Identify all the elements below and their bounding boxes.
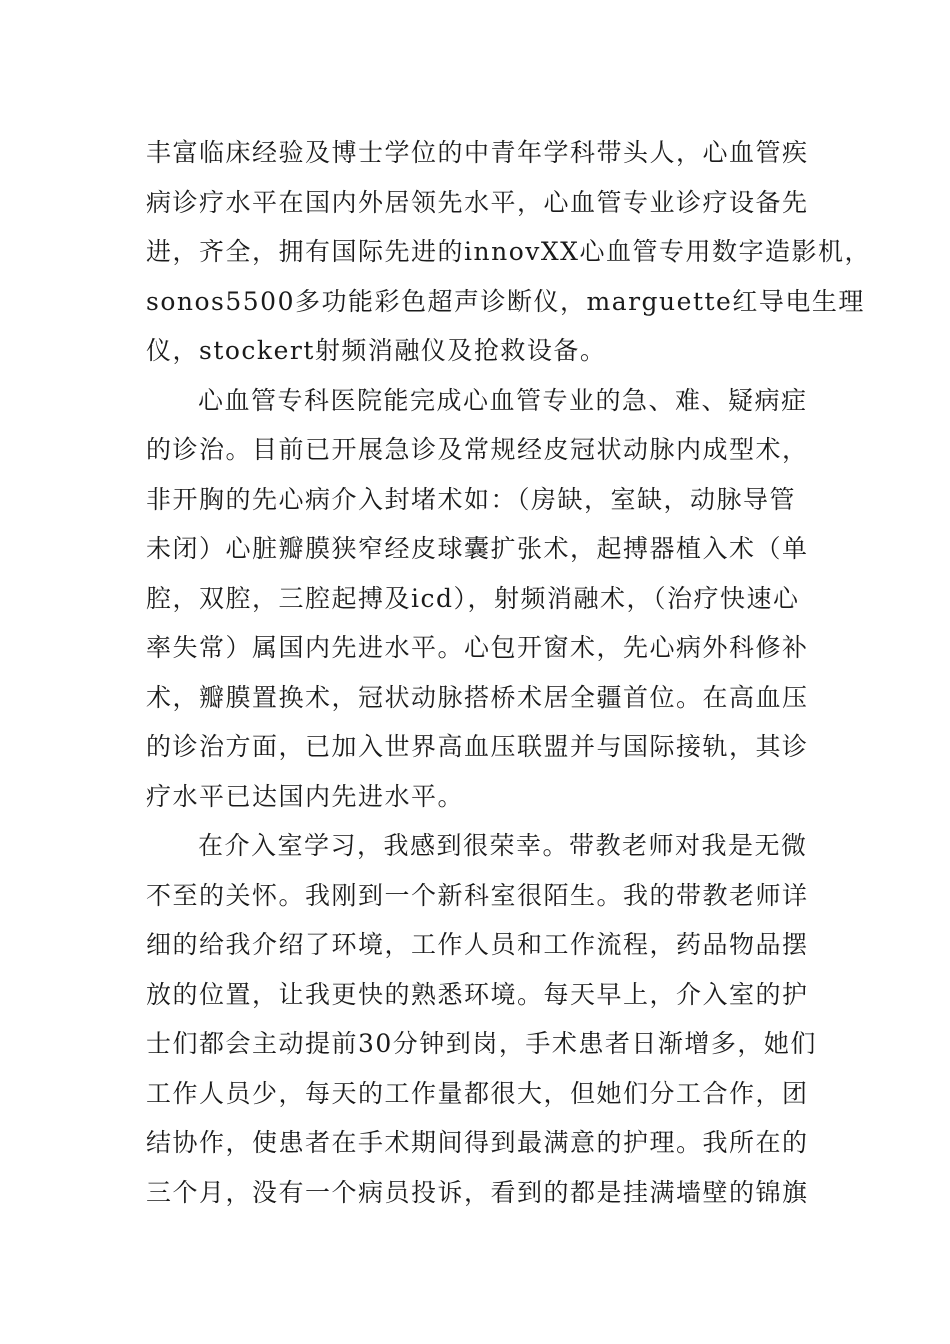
text-line: 的诊治。目前已开展急诊及常规经皮冠状动脉内成型术， bbox=[146, 435, 809, 464]
text-line: 率失常）属国内先进水平。心包开窗术，先心病外科修补 bbox=[146, 633, 809, 662]
text-line: 工作人员少，每天的工作量都很大，但她们分工合作，团 bbox=[146, 1078, 809, 1108]
text-line: 的诊治方面，已加入世界高血压联盟并与国际接轨，其诊 bbox=[146, 732, 809, 761]
text-line: 进，齐全，拥有国际先进的innovXX心血管专用数字造影机， bbox=[146, 237, 871, 266]
text-line: sonos5500多功能彩色超声诊断仪，marguette红导电生理 bbox=[146, 286, 865, 316]
paragraph-start-line: 在介入室学习，我感到很荣幸。带教老师对我是无微 bbox=[198, 831, 808, 860]
text-line: 放的位置，让我更快的熟悉环境。每天早上，介入室的护 bbox=[146, 979, 809, 1009]
text-line: 细的给我介绍了环境，工作人员和工作流程，药品物品摆 bbox=[146, 930, 809, 959]
text-line: 未闭）心脏瓣膜狭窄经皮球囊扩张术，起搏器植入术（单 bbox=[146, 534, 809, 563]
text-line: 疗水平已达国内先进水平。 bbox=[146, 781, 465, 811]
paragraph-start-line: 心血管专科医院能完成心血管专业的急、难、疑病症 bbox=[198, 385, 808, 415]
text-line: 三个月，没有一个病员投诉，看到的都是挂满墙壁的锦旗 bbox=[146, 1177, 809, 1207]
text-line: 不至的关怀。我刚到一个新科室很陌生。我的带教老师详 bbox=[146, 880, 809, 910]
text-line: 丰富临床经验及博士学位的中青年学科带头人，心血管疾 bbox=[146, 138, 809, 167]
text-line: 术，瓣膜置换术，冠状动脉搭桥术居全疆首位。在高血压 bbox=[146, 682, 809, 712]
text-line: 结协作，使患者在手术期间得到最满意的护理。我所在的 bbox=[146, 1128, 809, 1157]
text-line: 非开胸的先心病介入封堵术如：（房缺，室缺，动脉导管 bbox=[146, 484, 797, 514]
text-line: 病诊疗水平在国内外居领先水平，心血管专业诊疗设备先 bbox=[146, 187, 809, 217]
body-text bbox=[146, 128, 871, 1217]
text-line: 士们都会主动提前30分钟到岗，手术患者日渐增多，她们 bbox=[146, 1029, 817, 1058]
text-line: 腔，双腔，三腔起搏及icd），射频消融术，（治疗快速心 bbox=[146, 583, 800, 613]
text-line: 仪，stockert射频消融仪及抢救设备。 bbox=[146, 336, 607, 365]
